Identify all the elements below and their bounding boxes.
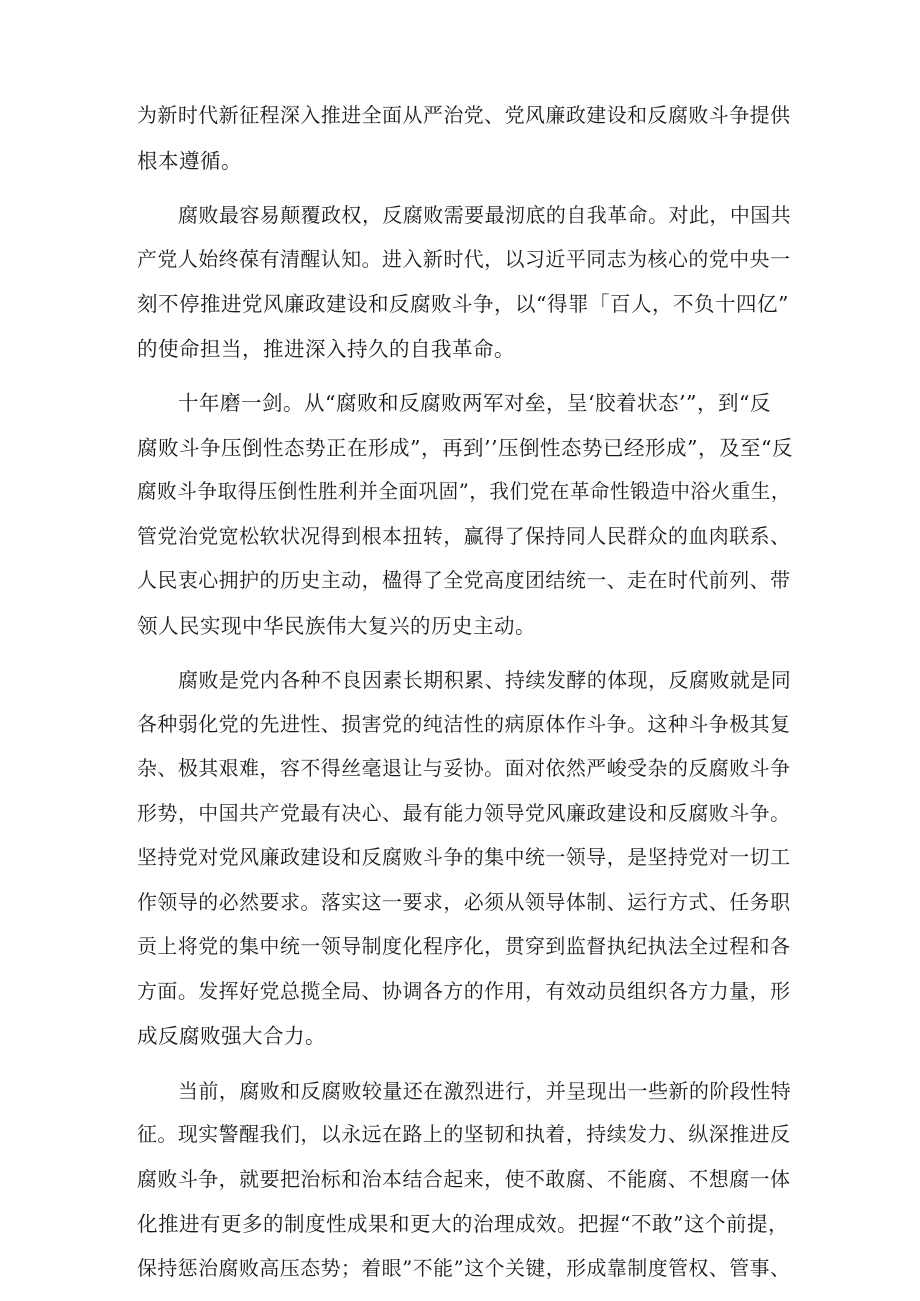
paragraph bbox=[137, 1069, 797, 1292]
text-line: 各种弱化党的先进性、损害党的纯洁性的病原体作斗争。这种斗争极其复 bbox=[137, 712, 791, 736]
text-line: 当前，腐败和反腐败较量还在激烈进行，并呈现出一些新的阶段性特 bbox=[178, 1078, 792, 1103]
text-line: 腐败最容易颠覆政权，反腐败需要最沏底的自我革命。对此，中国共 bbox=[178, 203, 792, 227]
text-line: 化推进有更多的制度性成果和更大的治理成效。把握“不敢”这个前提， bbox=[137, 1212, 789, 1236]
text-line: 贡上将党的集中统一领导制度化程序化，贯穿到监督执纪执法全过程和各 bbox=[137, 935, 791, 958]
text-line: 产党人始终葆有清醒认知。进入新时代，以习近平同志为核心的党中央一 bbox=[137, 247, 791, 271]
text-line: 方面。发挥好党总揽全局、协调各方的作用，有效动员组织各方力量，形 bbox=[137, 979, 791, 1003]
document-body bbox=[137, 94, 797, 1291]
paragraph bbox=[137, 658, 797, 1059]
text-line: 刻不停推进党风廉政建设和反腐败斗争，以“得罪「百人，不负十四亿” bbox=[137, 292, 789, 316]
text-line: 十年磨一剑。从“腐败和反腐败两军对垒，呈‘胶着状态’”，到“反 bbox=[178, 391, 771, 415]
text-line: 坚持党对党风廉政建设和反腐败斗争的集中统一领导，是坚持党对一切工 bbox=[137, 846, 791, 869]
text-line: 腐败斗争，就要把治标和治本结合起来，使不敢腐、不能腐、不想腐一体 bbox=[137, 1167, 791, 1191]
paragraph bbox=[137, 381, 797, 648]
text-line: 领人民实现中华民族伟大复兴的历史主动。 bbox=[137, 613, 536, 638]
text-line: 人民衷心拥护的历史主动，楹得了全党高度团结统一、走在时代前列、带 bbox=[137, 569, 791, 592]
text-line: 形势，中国共产党最有决心、最有能力领导党风廉政建设和反腐败斗争。 bbox=[137, 801, 791, 825]
text-line: 保持惩治腐败高压态势；着眼”不能”这个关键，形成靠制度管权、管事、 bbox=[137, 1256, 791, 1280]
text-line: 根本遵循。 bbox=[137, 148, 242, 173]
text-line: 成反腐败强大合力。 bbox=[137, 1024, 326, 1048]
text-line: 腐败斗争压倒性态势正在形成”，再到’’压倒性态势已经形成”，及至“反 bbox=[137, 435, 793, 460]
paragraph bbox=[137, 193, 797, 371]
text-line: 管党治党宽松软状况得到根本扭转，赢得了保持同人民群众的血肉联系、 bbox=[137, 524, 791, 548]
text-line: 征。现实警醒我们，以永远在路上的坚韧和执着，持续发力、纵深推进反 bbox=[137, 1123, 791, 1146]
text-line: 腐败是党内各种不良因素长期积累、持续发酵的体现，反腐败就是同 bbox=[178, 668, 792, 692]
paragraph-continuation bbox=[137, 94, 797, 183]
text-line: 作领导的必然要求。落实这一要求，必须从领导体制、运行方式、任务职 bbox=[137, 890, 791, 914]
text-line: 为新时代新征程深入推进全面从严治党、党风廉政建设和反腐败斗争提供 bbox=[137, 104, 791, 127]
text-line: 杂、极其艰难，容不得丝毫退让与妥协。面对依然严峻受杂的反腐败斗争 bbox=[137, 757, 791, 780]
text-line: 的使命担当，推进深入持久的自我革命。 bbox=[137, 336, 515, 361]
text-line: 腐败斗争取得压倒性胜利并全面巩固”，我们党在革命性锻造中浴火重生， bbox=[137, 480, 792, 503]
